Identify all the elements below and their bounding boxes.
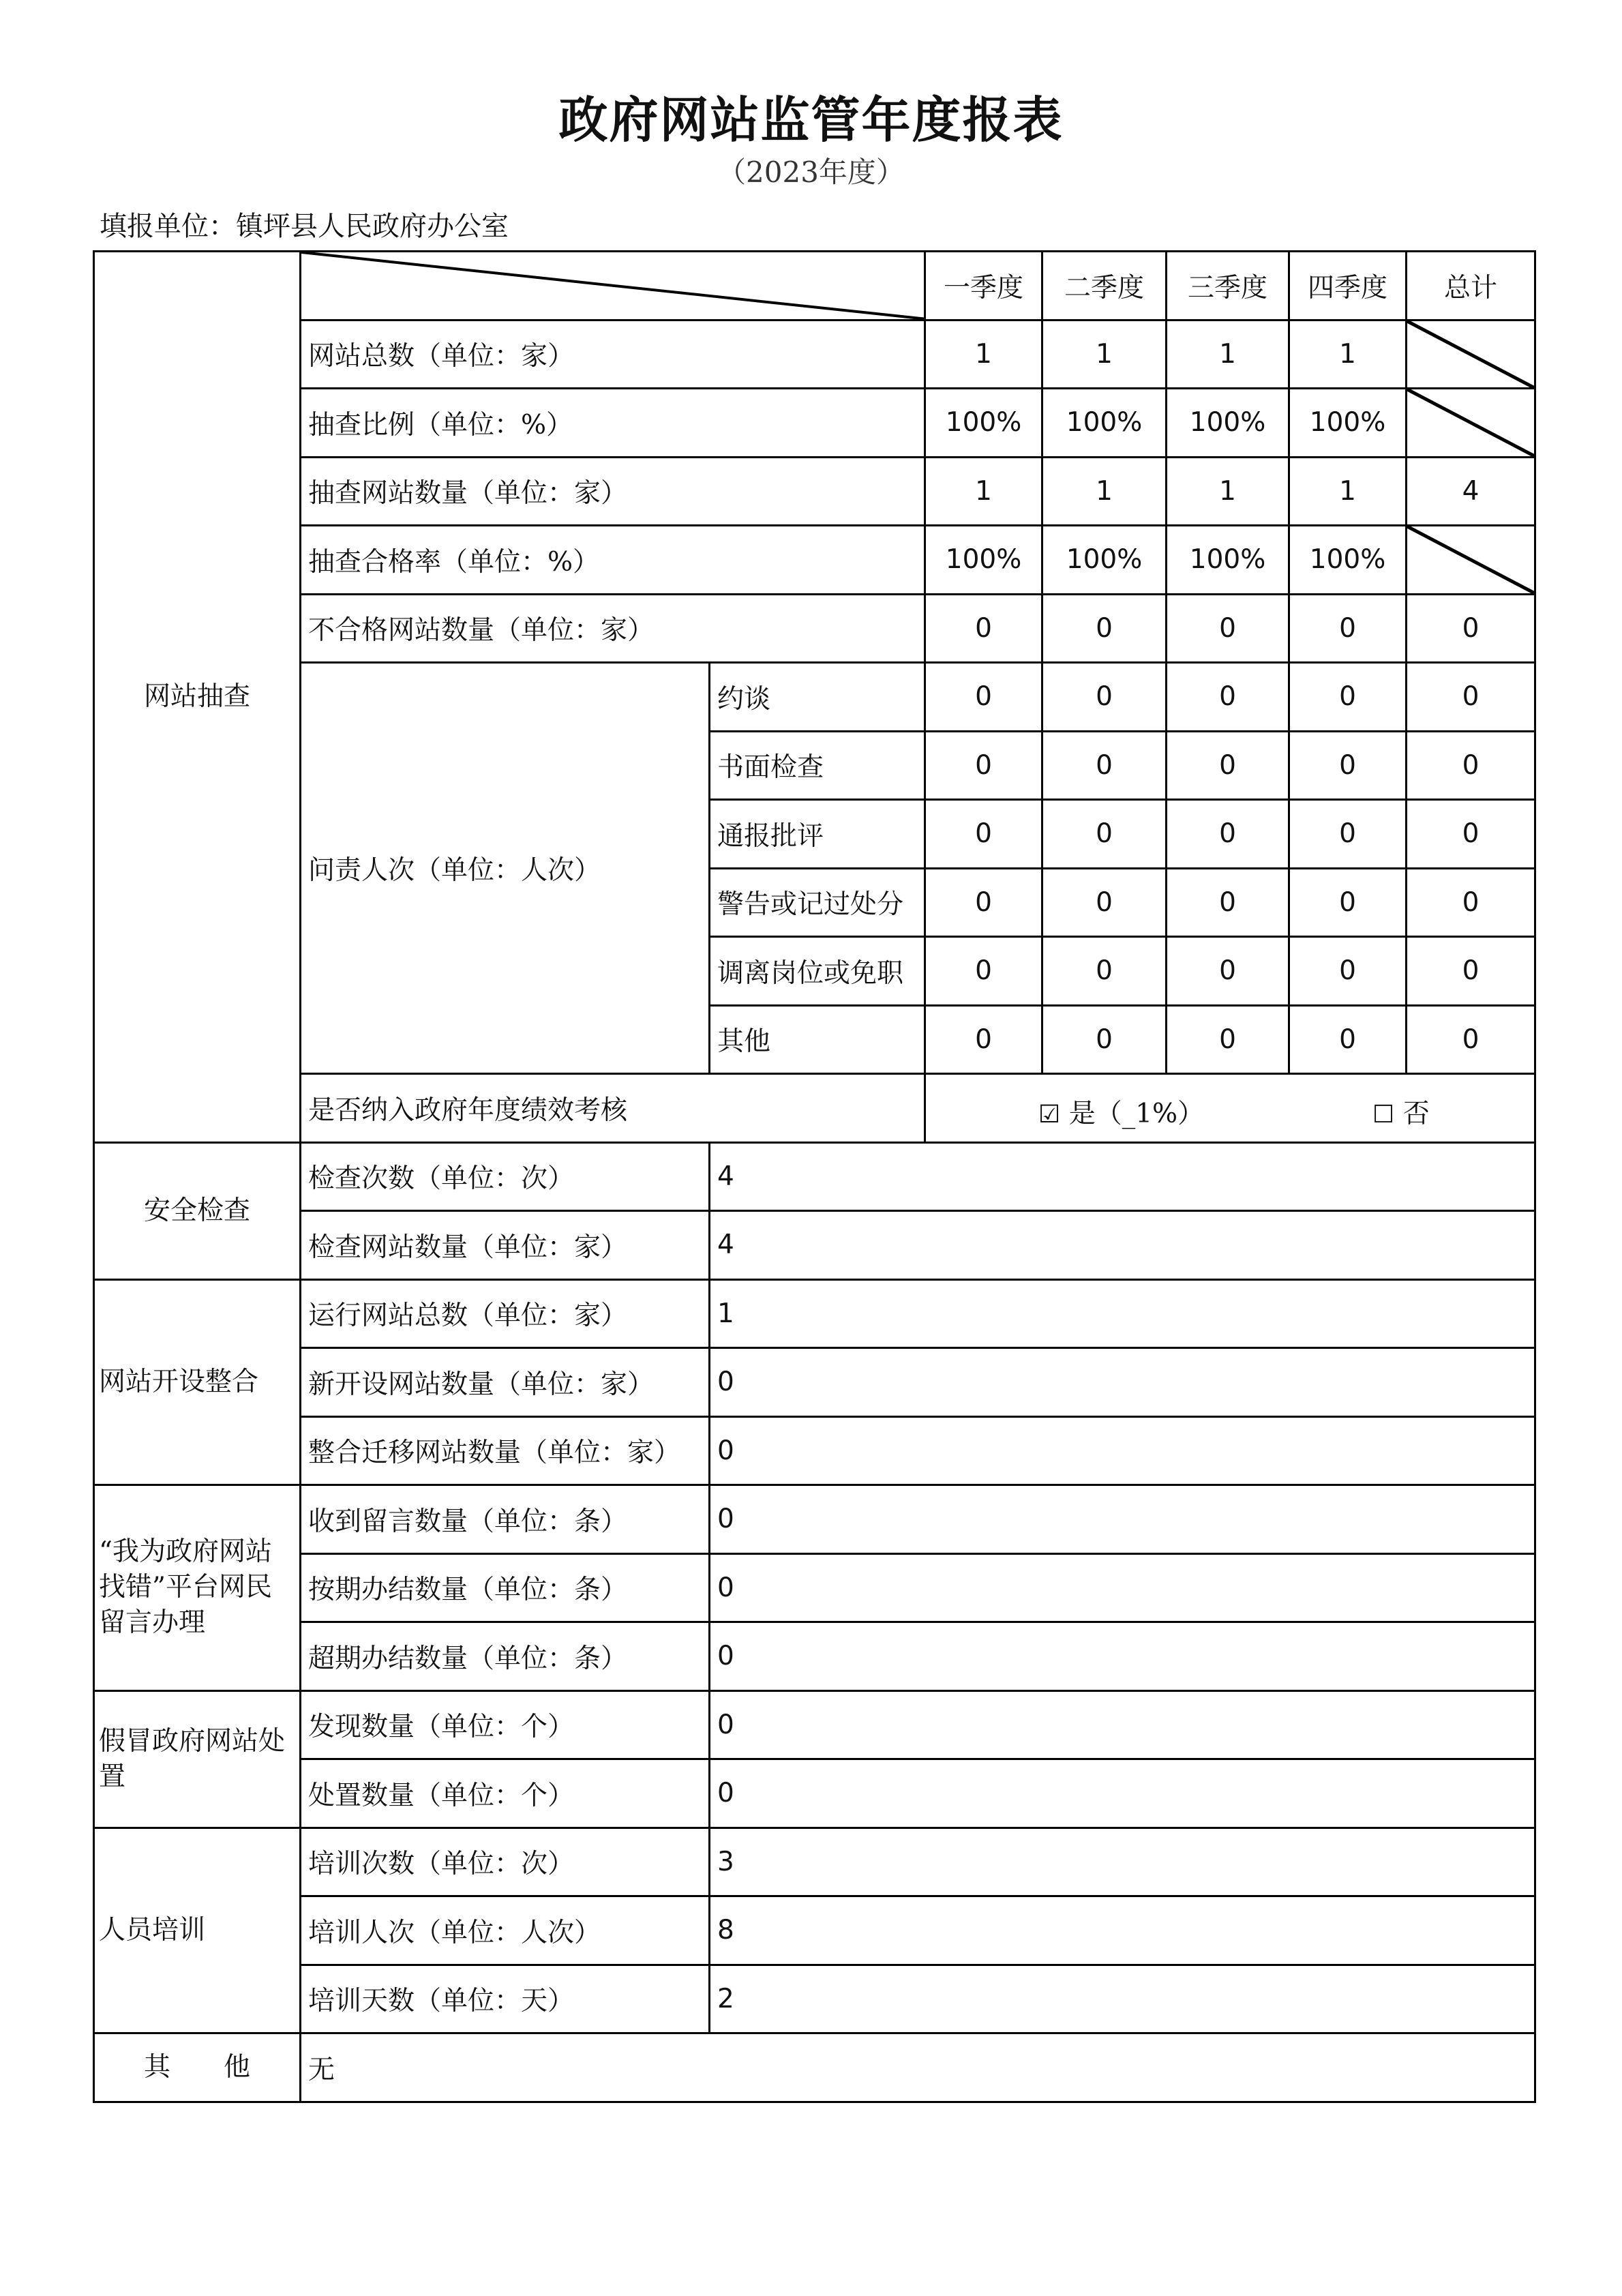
table-row	[94, 457, 1535, 526]
table-row	[94, 1074, 1535, 1143]
accountability-label: 问责人次（单位：人次）	[301, 663, 710, 1074]
table-row	[94, 1759, 1535, 1828]
value-cell: 100%	[925, 389, 1042, 458]
row-label: 抽查网站数量（单位：家）	[301, 457, 925, 526]
header-q4: 四季度	[1289, 252, 1407, 320]
row-label: 运行网站总数（单位：家）	[301, 1279, 710, 1348]
checked-box-icon[interactable]: ☑	[1038, 1101, 1061, 1129]
header-q1: 一季度	[925, 252, 1042, 320]
value-cell: 1	[1289, 320, 1407, 389]
value-cell: 0	[1289, 1005, 1407, 1074]
category-security: 安全检查	[94, 1142, 301, 1279]
value-cell: 0	[710, 1348, 1535, 1417]
row-label: 整合迁移网站数量（单位：家）	[301, 1416, 710, 1485]
value-cell: 0	[1289, 663, 1407, 732]
value-cell: 0	[710, 1416, 1535, 1485]
table-row	[94, 663, 1535, 732]
table-row	[94, 526, 1535, 595]
table-row	[94, 1416, 1535, 1485]
table-row	[94, 320, 1535, 389]
value-cell: 0	[1042, 800, 1167, 869]
value-cell: 0	[1289, 937, 1407, 1006]
value-cell: 0	[1042, 1005, 1167, 1074]
value-cell: 0	[1289, 868, 1407, 937]
report-table	[93, 250, 1536, 2103]
row-label: 培训天数（单位：天）	[301, 1965, 710, 2033]
value-cell: 0	[1042, 663, 1167, 732]
other-value: 无	[301, 2033, 1535, 2102]
table-row	[94, 1622, 1535, 1691]
value-cell: 0	[925, 663, 1042, 732]
report-year: （2023年度）	[717, 155, 905, 189]
table-row	[94, 1485, 1535, 1554]
value-cell: 100%	[1289, 389, 1407, 458]
value-cell: 3	[710, 1828, 1535, 1896]
performance-no-option[interactable]	[1372, 1092, 1430, 1131]
value-cell: 0	[925, 594, 1042, 663]
category-other: 其 他	[94, 2033, 301, 2102]
performance-yes-option[interactable]	[1038, 1092, 1204, 1131]
total-cell: 0	[1407, 800, 1535, 869]
value-cell: 0	[710, 1622, 1535, 1691]
value-cell: 100%	[1042, 389, 1167, 458]
row-label: 发现数量（单位：个）	[301, 1690, 710, 1759]
value-cell: 100%	[1289, 526, 1407, 595]
value-cell: 0	[1167, 731, 1289, 800]
value-cell: 0	[925, 1005, 1042, 1074]
value-cell: 0	[1289, 731, 1407, 800]
value-cell: 0	[710, 1485, 1535, 1554]
total-cell: 4	[1407, 457, 1535, 526]
total-cell: 0	[1407, 731, 1535, 800]
reporting-unit: 填报单位：镇坪县人民政府办公室	[100, 211, 509, 242]
value-cell: 8	[710, 1896, 1535, 1965]
value-cell: 2	[710, 1965, 1535, 2033]
row-label: 新开设网站数量（单位：家）	[301, 1348, 710, 1417]
value-cell: 1	[925, 457, 1042, 526]
row-label: 网站总数（单位：家）	[301, 320, 925, 389]
value-cell: 1	[1167, 320, 1289, 389]
total-diagonal-cell	[1407, 389, 1535, 458]
row-label: 不合格网站数量（单位：家）	[301, 594, 925, 663]
value-cell: 100%	[1167, 389, 1289, 458]
value-cell: 1	[1042, 457, 1167, 526]
performance-choice	[925, 1074, 1535, 1143]
table-row	[94, 389, 1535, 458]
value-cell: 0	[1042, 937, 1167, 1006]
diagonal-line	[301, 252, 924, 319]
category-counterfeit: 假冒政府网站处置	[94, 1690, 301, 1828]
value-cell: 1	[1042, 320, 1167, 389]
value-cell: 1	[710, 1279, 1535, 1348]
total-diagonal-cell	[1407, 320, 1535, 389]
row-label: 检查网站数量（单位：家）	[301, 1211, 710, 1280]
category-site-setup: 网站开设整合	[94, 1279, 301, 1485]
diagonal-line	[1407, 321, 1534, 388]
value-cell: 4	[710, 1142, 1535, 1211]
table-row	[94, 1965, 1535, 2033]
row-label: 超期办结数量（单位：条）	[301, 1622, 710, 1691]
table-row	[94, 1553, 1535, 1622]
value-cell: 0	[1042, 594, 1167, 663]
row-label: 抽查合格率（单位：%）	[301, 526, 925, 595]
total-diagonal-cell	[1407, 526, 1535, 595]
table-row	[94, 1348, 1535, 1417]
table-row	[94, 1828, 1535, 1896]
category-messages: “我为政府网站找错”平台网民留言办理	[94, 1485, 301, 1691]
no-label: 否	[1402, 1099, 1430, 1129]
unchecked-box-icon[interactable]: ☐	[1372, 1101, 1395, 1129]
table-row	[94, 2033, 1535, 2102]
sub-label: 其他	[710, 1005, 925, 1074]
row-label: 培训次数（单位：次）	[301, 1828, 710, 1896]
value-cell: 0	[1167, 594, 1289, 663]
row-label: 检查次数（单位：次）	[301, 1142, 710, 1211]
category-training: 人员培训	[94, 1828, 301, 2033]
value-cell: 0	[1167, 937, 1289, 1006]
total-cell: 0	[1407, 937, 1535, 1006]
value-cell: 0	[710, 1553, 1535, 1622]
value-cell: 4	[710, 1211, 1535, 1280]
value-cell: 0	[1042, 868, 1167, 937]
value-cell: 0	[925, 868, 1042, 937]
header-diagonal-cell	[301, 252, 925, 320]
sub-label: 书面检查	[710, 731, 925, 800]
performance-label: 是否纳入政府年度绩效考核	[301, 1074, 925, 1143]
value-cell: 100%	[925, 526, 1042, 595]
header-total: 总计	[1407, 252, 1535, 320]
row-label: 培训人次（单位：人次）	[301, 1896, 710, 1965]
table-row	[94, 594, 1535, 663]
value-cell: 0	[925, 937, 1042, 1006]
table-row	[94, 1279, 1535, 1348]
row-label: 抽查比例（单位：%）	[301, 389, 925, 458]
value-cell: 0	[1167, 663, 1289, 732]
header-q2: 二季度	[1042, 252, 1167, 320]
value-cell: 100%	[1167, 526, 1289, 595]
value-cell: 0	[1167, 868, 1289, 937]
sub-label: 警告或记过处分	[710, 868, 925, 937]
table-row	[94, 1690, 1535, 1759]
total-cell: 0	[1407, 868, 1535, 937]
value-cell: 0	[1167, 1005, 1289, 1074]
total-cell: 0	[1407, 1005, 1535, 1074]
total-cell: 0	[1407, 663, 1535, 732]
sub-label: 约谈	[710, 663, 925, 732]
diagonal-line	[1407, 526, 1534, 593]
value-cell: 0	[1289, 800, 1407, 869]
value-cell: 0	[1167, 800, 1289, 869]
table-row	[94, 1896, 1535, 1965]
table-row	[94, 1211, 1535, 1280]
value-cell: 1	[925, 320, 1042, 389]
header-q3: 三季度	[1167, 252, 1289, 320]
diagonal-line	[1407, 389, 1534, 456]
header-row	[94, 252, 1535, 320]
value-cell: 0	[925, 731, 1042, 800]
value-cell: 1	[1289, 457, 1407, 526]
table-row	[94, 1142, 1535, 1211]
value-cell: 0	[925, 800, 1042, 869]
value-cell: 0	[710, 1690, 1535, 1759]
row-label: 收到留言数量（单位：条）	[301, 1485, 710, 1554]
value-cell: 0	[710, 1759, 1535, 1828]
sub-label: 通报批评	[710, 800, 925, 869]
report-title: 政府网站监管年度报表	[558, 91, 1064, 149]
yes-label: 是（_1%）	[1068, 1099, 1205, 1129]
row-label: 处置数量（单位：个）	[301, 1759, 710, 1828]
row-label: 按期办结数量（单位：条）	[301, 1553, 710, 1622]
value-cell: 1	[1167, 457, 1289, 526]
value-cell: 100%	[1042, 526, 1167, 595]
category-site-inspection: 网站抽查	[94, 252, 301, 1143]
sub-label: 调离岗位或免职	[710, 937, 925, 1006]
total-cell: 0	[1407, 594, 1535, 663]
value-cell: 0	[1042, 731, 1167, 800]
value-cell: 0	[1289, 594, 1407, 663]
